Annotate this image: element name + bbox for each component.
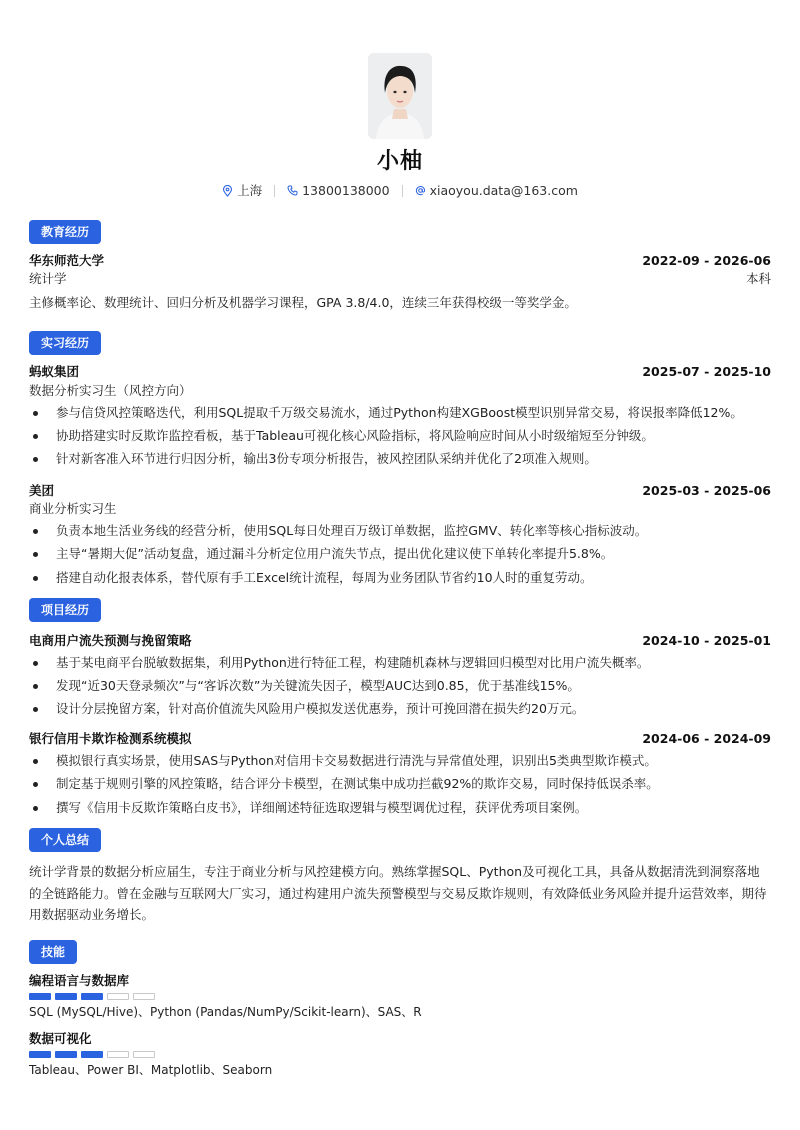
project-section bbox=[29, 598, 771, 817]
list-item: 设计分层挽留方案，针对高价值流失风险用户模拟发送优惠券，预计可挽回潜在损失约20万元。 bbox=[29, 700, 771, 718]
section-tag-education: 教育经历 bbox=[29, 220, 101, 244]
avatar bbox=[368, 53, 432, 139]
internship-header-row bbox=[29, 482, 771, 500]
location-text: 上海 bbox=[237, 182, 263, 198]
list-item: 制定基于规则引擎的风控策略，结合评分卡模型，在测试集中成功拦截92%的欺诈交易，同时保持低误杀率。 bbox=[29, 775, 771, 793]
section-tag-internship: 实习经历 bbox=[29, 331, 101, 355]
education-header-row bbox=[29, 252, 771, 270]
project-bullets bbox=[29, 752, 771, 816]
company-name: 蚂蚁集团 bbox=[29, 364, 80, 380]
list-item: 负责本地生活业务线的经营分析，使用SQL每日处理百万级订单数据，监控GMV、转化率等核心指标波动。 bbox=[29, 522, 771, 540]
skill-detail: Tableau、Power BI、Matplotlib、Seaborn bbox=[29, 1062, 273, 1077]
section-tag-project: 项目经历 bbox=[29, 598, 101, 622]
skill-level-segment bbox=[55, 1051, 77, 1058]
skills-body bbox=[29, 972, 771, 1079]
candidate-name: 小柚 bbox=[376, 149, 423, 174]
project-bullets bbox=[29, 654, 771, 718]
list-item: 参与信贷风控策略迭代，利用SQL提取千万级交易流水，通过Python构建XGBoost模型识别异常交易，将误报率降低12%。 bbox=[29, 404, 771, 422]
list-item: 撰写《信用卡反欺诈策略白皮书》，详细阐述特征选取逻辑与模型调优过程，获评优秀项目案例。 bbox=[29, 799, 771, 817]
list-item: 模拟银行真实场景，使用SAS与Python对信用卡交易数据进行清洗与异常值处理，识别出5类典型欺诈模式。 bbox=[29, 752, 771, 770]
degree: 本科 bbox=[745, 271, 771, 287]
resume-header bbox=[29, 0, 771, 200]
skill-level-segment bbox=[55, 993, 77, 1000]
summary-text: 统计学背景的数据分析应届生，专注于商业分析与风控建模方向。熟练掌握SQL、Python及可视化工具，具备从数据清洗到洞察落地的全链路能力。曾在金融与互联网大厂实习，通过构建用户流失预警模型与交易反欺诈规则，有效降低业务风险并提升运营效率，期待用数据驱动业务增长。 bbox=[29, 863, 767, 923]
skill-name: 数据可视化 bbox=[29, 1030, 92, 1046]
list-item: 针对新客准入环节进行归因分析，输出3份专项分析报告，被风控团队采纳并优化了2项准入规则。 bbox=[29, 450, 771, 468]
skill-level-segment bbox=[133, 1051, 155, 1058]
skill-level-bar bbox=[29, 1051, 771, 1058]
at-sign-icon bbox=[415, 185, 426, 196]
internship-entry bbox=[29, 363, 771, 468]
internship-dates: 2025-03 - 2025-06 bbox=[642, 483, 771, 499]
school-name: 华东师范大学 bbox=[29, 253, 105, 269]
project-dates: 2024-06 - 2024-09 bbox=[642, 731, 771, 747]
skill-item bbox=[29, 1030, 771, 1080]
email-text: xiaoyou.data@163.com bbox=[429, 182, 578, 198]
list-item: 搭建自动化报表体系，替代原有手工Excel统计流程，每周为业务团队节省约10人时的重复劳动。 bbox=[29, 569, 771, 587]
education-body bbox=[29, 252, 771, 312]
skill-level-segment bbox=[107, 993, 129, 1000]
education-section bbox=[29, 220, 771, 312]
skill-level-segment bbox=[81, 1051, 103, 1058]
section-tag-skills: 技能 bbox=[29, 940, 77, 964]
section-tag-summary: 个人总结 bbox=[29, 828, 101, 852]
education-sub-row bbox=[29, 270, 771, 288]
list-item: 基于某电商平台脱敏数据集，利用Python进行特征工程，构建随机森林与逻辑回归模型对比用户流失概率。 bbox=[29, 654, 771, 672]
list-item: 发现“近30天登录频次”与“客诉次数”为关键流失因子，模型AUC达到0.85，优于基准线15%。 bbox=[29, 677, 771, 695]
skill-item bbox=[29, 972, 771, 1022]
project-name: 银行信用卡欺诈检测系统模拟 bbox=[29, 731, 192, 747]
internship-bullets bbox=[29, 404, 771, 468]
summary-section bbox=[29, 828, 771, 927]
project-entry bbox=[29, 632, 771, 719]
internship-section bbox=[29, 331, 771, 586]
internship-role: 数据分析实习生（风控方向） bbox=[29, 382, 192, 398]
skill-level-bar bbox=[29, 993, 771, 1000]
skill-name: 编程语言与数据库 bbox=[29, 973, 130, 989]
internship-role: 商业分析实习生 bbox=[29, 501, 117, 517]
skill-level-segment bbox=[133, 993, 155, 1000]
internship-entry bbox=[29, 482, 771, 587]
project-entry bbox=[29, 730, 771, 817]
skill-level-segment bbox=[107, 1051, 129, 1058]
skill-level-segment bbox=[29, 1051, 51, 1058]
project-header-row bbox=[29, 730, 771, 748]
skill-level-segment bbox=[29, 993, 51, 1000]
skill-detail: SQL (MySQL/Hive)、Python (Pandas/NumPy/Scikit-learn)、SAS、R bbox=[29, 1005, 422, 1020]
project-header-row bbox=[29, 632, 771, 650]
avatar-portrait-icon bbox=[368, 53, 432, 139]
contact-phone[interactable] bbox=[275, 182, 401, 200]
education-dates: 2022-09 - 2026-06 bbox=[642, 253, 771, 269]
major: 统计学 bbox=[29, 271, 67, 287]
internship-header-row bbox=[29, 363, 771, 381]
project-body bbox=[29, 632, 771, 817]
contact-info bbox=[29, 182, 771, 200]
phone-text: 13800138000 bbox=[302, 182, 390, 198]
skills-section bbox=[29, 940, 771, 1079]
contact-location bbox=[210, 182, 274, 200]
project-name: 电商用户流失预测与挽留策略 bbox=[29, 632, 192, 648]
project-dates: 2024-10 - 2025-01 bbox=[642, 632, 771, 648]
phone-icon bbox=[287, 185, 298, 196]
internship-dates: 2025-07 - 2025-10 bbox=[642, 364, 771, 380]
company-name: 美团 bbox=[29, 483, 55, 499]
list-item: 协助搭建实时反欺诈监控看板，基于Tableau可视化核心风险指标，将风险响应时间从小时级缩短至分钟级。 bbox=[29, 427, 771, 445]
location-pin-icon bbox=[222, 185, 233, 197]
education-description: 主修概率论、数理统计、回归分析及机器学习课程，GPA 3.8/4.0，连续三年获得校级一等奖学金。 bbox=[29, 295, 577, 311]
internship-bullets bbox=[29, 522, 771, 586]
contact-email[interactable] bbox=[403, 182, 590, 200]
list-item: 主导“暑期大促”活动复盘，通过漏斗分析定位用户流失节点，提出优化建议使下单转化率提升5.8%。 bbox=[29, 545, 771, 563]
internship-body bbox=[29, 363, 771, 586]
skill-level-segment bbox=[81, 993, 103, 1000]
